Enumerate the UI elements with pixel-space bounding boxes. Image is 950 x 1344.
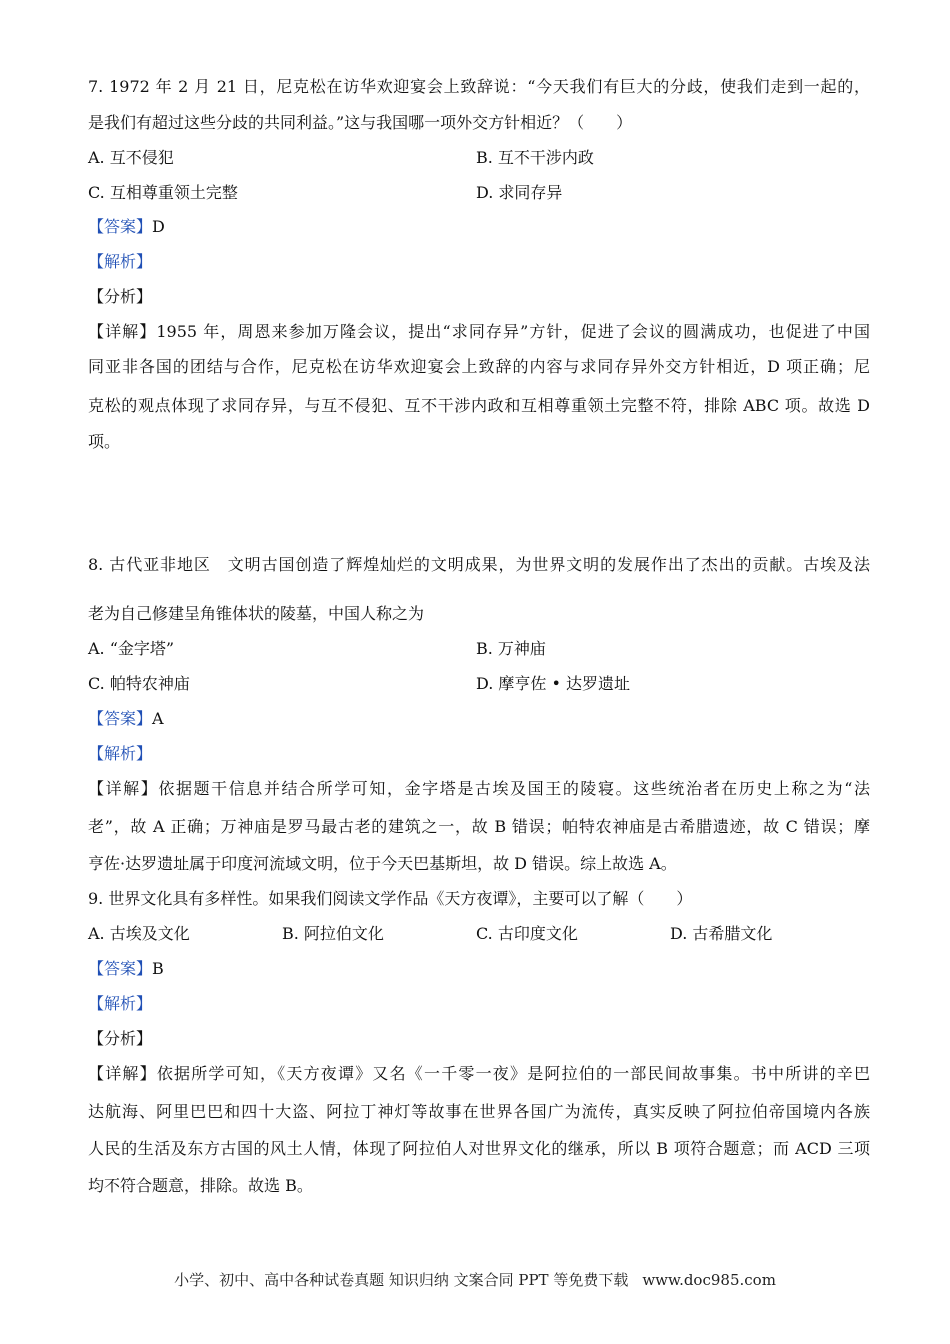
- footer-text: 小学、初中、高中各种试卷真题 知识归纳 文案合同 PPT 等免费下载: [174, 1271, 629, 1289]
- q8-option-a: A. “金字塔”: [88, 639, 175, 658]
- q7-jiexi-label: 【解析】: [88, 252, 153, 271]
- detail-label: 【详解】: [88, 1064, 157, 1083]
- q7-detail-line-2: 同亚非各国的团结与合作，尼克松在访华欢迎宴会上致辞的内容与求同存异外交方针相近，D 项正确；尼: [88, 357, 870, 376]
- answer-value: D: [152, 217, 165, 236]
- q9-detail-line-1: 【详解】依据所学可知，《天方夜谭》又名《一千零一夜》是阿拉伯的一部民间故事集。书中所讲的辛巴: [88, 1064, 870, 1083]
- q9-fenxi-label: 【分析】: [88, 1029, 153, 1048]
- q9-option-a: A. 古埃及文化: [88, 924, 190, 943]
- q7-stem-line-2: 是我们有超过这些分歧的共同利益。”这与我国哪一项外交方针相近？（ ）: [88, 113, 633, 132]
- q7-option-c: C. 互相尊重领土完整: [88, 183, 238, 202]
- q8-jiexi-label: 【解析】: [88, 744, 153, 763]
- detail-label: 【详解】: [88, 322, 157, 341]
- q9-stem-line-1: 9. 世界文化具有多样性。如果我们阅读文学作品《天方夜谭》，主要可以了解（ ）: [88, 889, 693, 908]
- q7-option-b: B. 互不干涉内政: [476, 148, 594, 167]
- q9-detail-line-4: 均不符合题意，排除。故选 B。: [88, 1176, 313, 1195]
- q8-option-b: B. 万神庙: [476, 639, 546, 658]
- q9-option-d: D. 古希腊文化: [670, 924, 773, 943]
- answer-label: 【答案】: [88, 709, 153, 728]
- q8-option-d: D. 摩亨佐 • 达罗遗址: [476, 674, 631, 693]
- answer-value: A: [152, 709, 164, 728]
- q7-stem-line-1: 7. 1972 年 2 月 21 日，尼克松在访华欢迎宴会上致辞说：“今天我们有巨大的分歧，使我们走到一起的，: [88, 77, 870, 96]
- q7-option-a: A. 互不侵犯: [88, 148, 174, 167]
- q7-answer: [88, 216, 870, 238]
- q7-option-d: D. 求同存异: [476, 183, 563, 202]
- q8-stem-line-2: 老为自己修建呈角锥体状的陵墓，中国人称之为: [88, 604, 425, 623]
- q8-option-c: C. 帕特农神庙: [88, 674, 190, 693]
- q7-detail-line-3: 克松的观点体现了求同存异，与互不侵犯、互不干涉内政和互相尊重领土完整不符，排除 ABC 项。故选 D: [88, 396, 870, 415]
- q7-detail-line-4: 项。: [88, 432, 121, 451]
- q7-fenxi-label: 【分析】: [88, 287, 153, 306]
- q9-jiexi-label: 【解析】: [88, 994, 153, 1013]
- q8-answer: [88, 708, 870, 730]
- q7-detail-line-1: 【详解】1955 年，周恩来参加万隆会议，提出“求同存异”方针，促进了会议的圆满成功，也促进了中国: [88, 322, 870, 341]
- answer-value: B: [152, 959, 164, 978]
- footer-url-link[interactable]: www.doc985.com: [642, 1271, 776, 1289]
- q9-option-c: C. 古印度文化: [476, 924, 578, 943]
- q9-answer: [88, 958, 870, 980]
- q8-detail-line-1: 【详解】依据题干信息并结合所学可知，金字塔是古埃及国王的陵寝。这些统治者在历史上称之为“法: [88, 779, 870, 798]
- answer-label: 【答案】: [88, 217, 153, 236]
- answer-label: 【答案】: [88, 959, 153, 978]
- q8-stem-line-1: 8. 古代亚非地区 文明古国创造了辉煌灿烂的文明成果，为世界文明的发展作出了杰出的贡献。古埃及法: [88, 555, 870, 574]
- q8-detail-line-3: 亨佐·达罗遗址属于印度河流域文明，位于今天巴基斯坦，故 D 错误。综上故选 A。: [88, 854, 677, 873]
- page-footer: [0, 1270, 950, 1290]
- q9-detail-line-2: 达航海、阿里巴巴和四十大盗、阿拉丁神灯等故事在世界各国广为流传，真实反映了阿拉伯帝国境内各族: [88, 1102, 870, 1121]
- detail-label: 【详解】: [88, 779, 159, 798]
- q8-detail-line-2: 老”，故 A 正确；万神庙是罗马最古老的建筑之一，故 B 错误；帕特农神庙是古希腊遗迹，故 C 错误；摩: [88, 817, 870, 836]
- q9-option-b: B. 阿拉伯文化: [282, 924, 384, 943]
- q9-detail-line-3: 人民的生活及东方古国的风土人情，体现了阿拉伯人对世界文化的继承，所以 B 项符合题意；而 ACD 三项: [88, 1139, 870, 1158]
